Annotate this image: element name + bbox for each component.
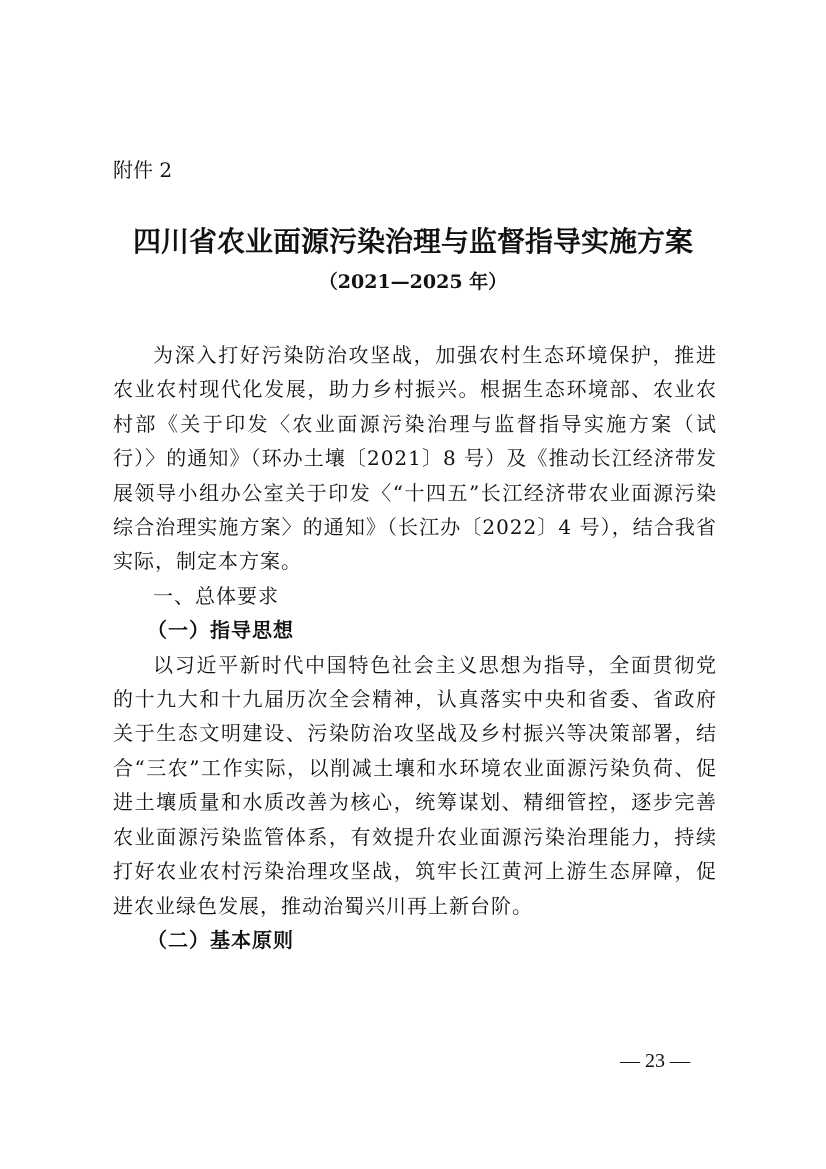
subsection-heading-guiding-ideology: （一）指导思想 xyxy=(147,618,294,643)
document-subtitle: （2021—2025 年） xyxy=(318,271,508,293)
subsection-heading-basic-principles: （二）基本原则 xyxy=(147,927,294,952)
document-title: 四川省农业面源污染治理与监督指导实施方案 xyxy=(132,225,693,258)
attachment-label: 附件 2 xyxy=(113,158,173,182)
intro-paragraph: 为深入打好污染防治攻坚战，加强农村生态环境保护，推进农业农村现代化发展，助力乡村振兴。根据生态环境部、农业农村部《关于印发〈农业面源污染治理与监督指导实施方案（试行）〉的通知》（环办土壤〔2021〕8 号）及《推动长江经济带发展领导小组办公室关于印发〈“十四五”长江经济带农业面源污染综合治理实施方案〉的通知》（长江办〔2022〕4 号），结合我省实际，制定本方案。 xyxy=(113,343,717,574)
document-body xyxy=(113,338,717,957)
section-heading-general-requirements: 一、总体要求 xyxy=(153,583,279,608)
guiding-ideology-paragraph: 以习近平新时代中国特色社会主义思想为指导，全面贯彻党的十九大和十九届历次全会精神，认真落实中央和省委、省政府关于生态文明建设、污染防治攻坚战及乡村振兴等决策部署，结合“三农”工作实际，以削减土壤和水环境农业面源污染负荷、促进土壤质量和水质改善为核心，统筹谋划、精细管控，逐步完善农业面源污染监管体系，有效提升农业面源污染治理能力，持续打好农业农村污染治理攻坚战，筑牢长江黄河上游生态屏障，促进农业绿色发展，推动治蜀兴川再上新台阶。 xyxy=(113,652,717,918)
page-number: — 23 — xyxy=(620,1050,690,1072)
